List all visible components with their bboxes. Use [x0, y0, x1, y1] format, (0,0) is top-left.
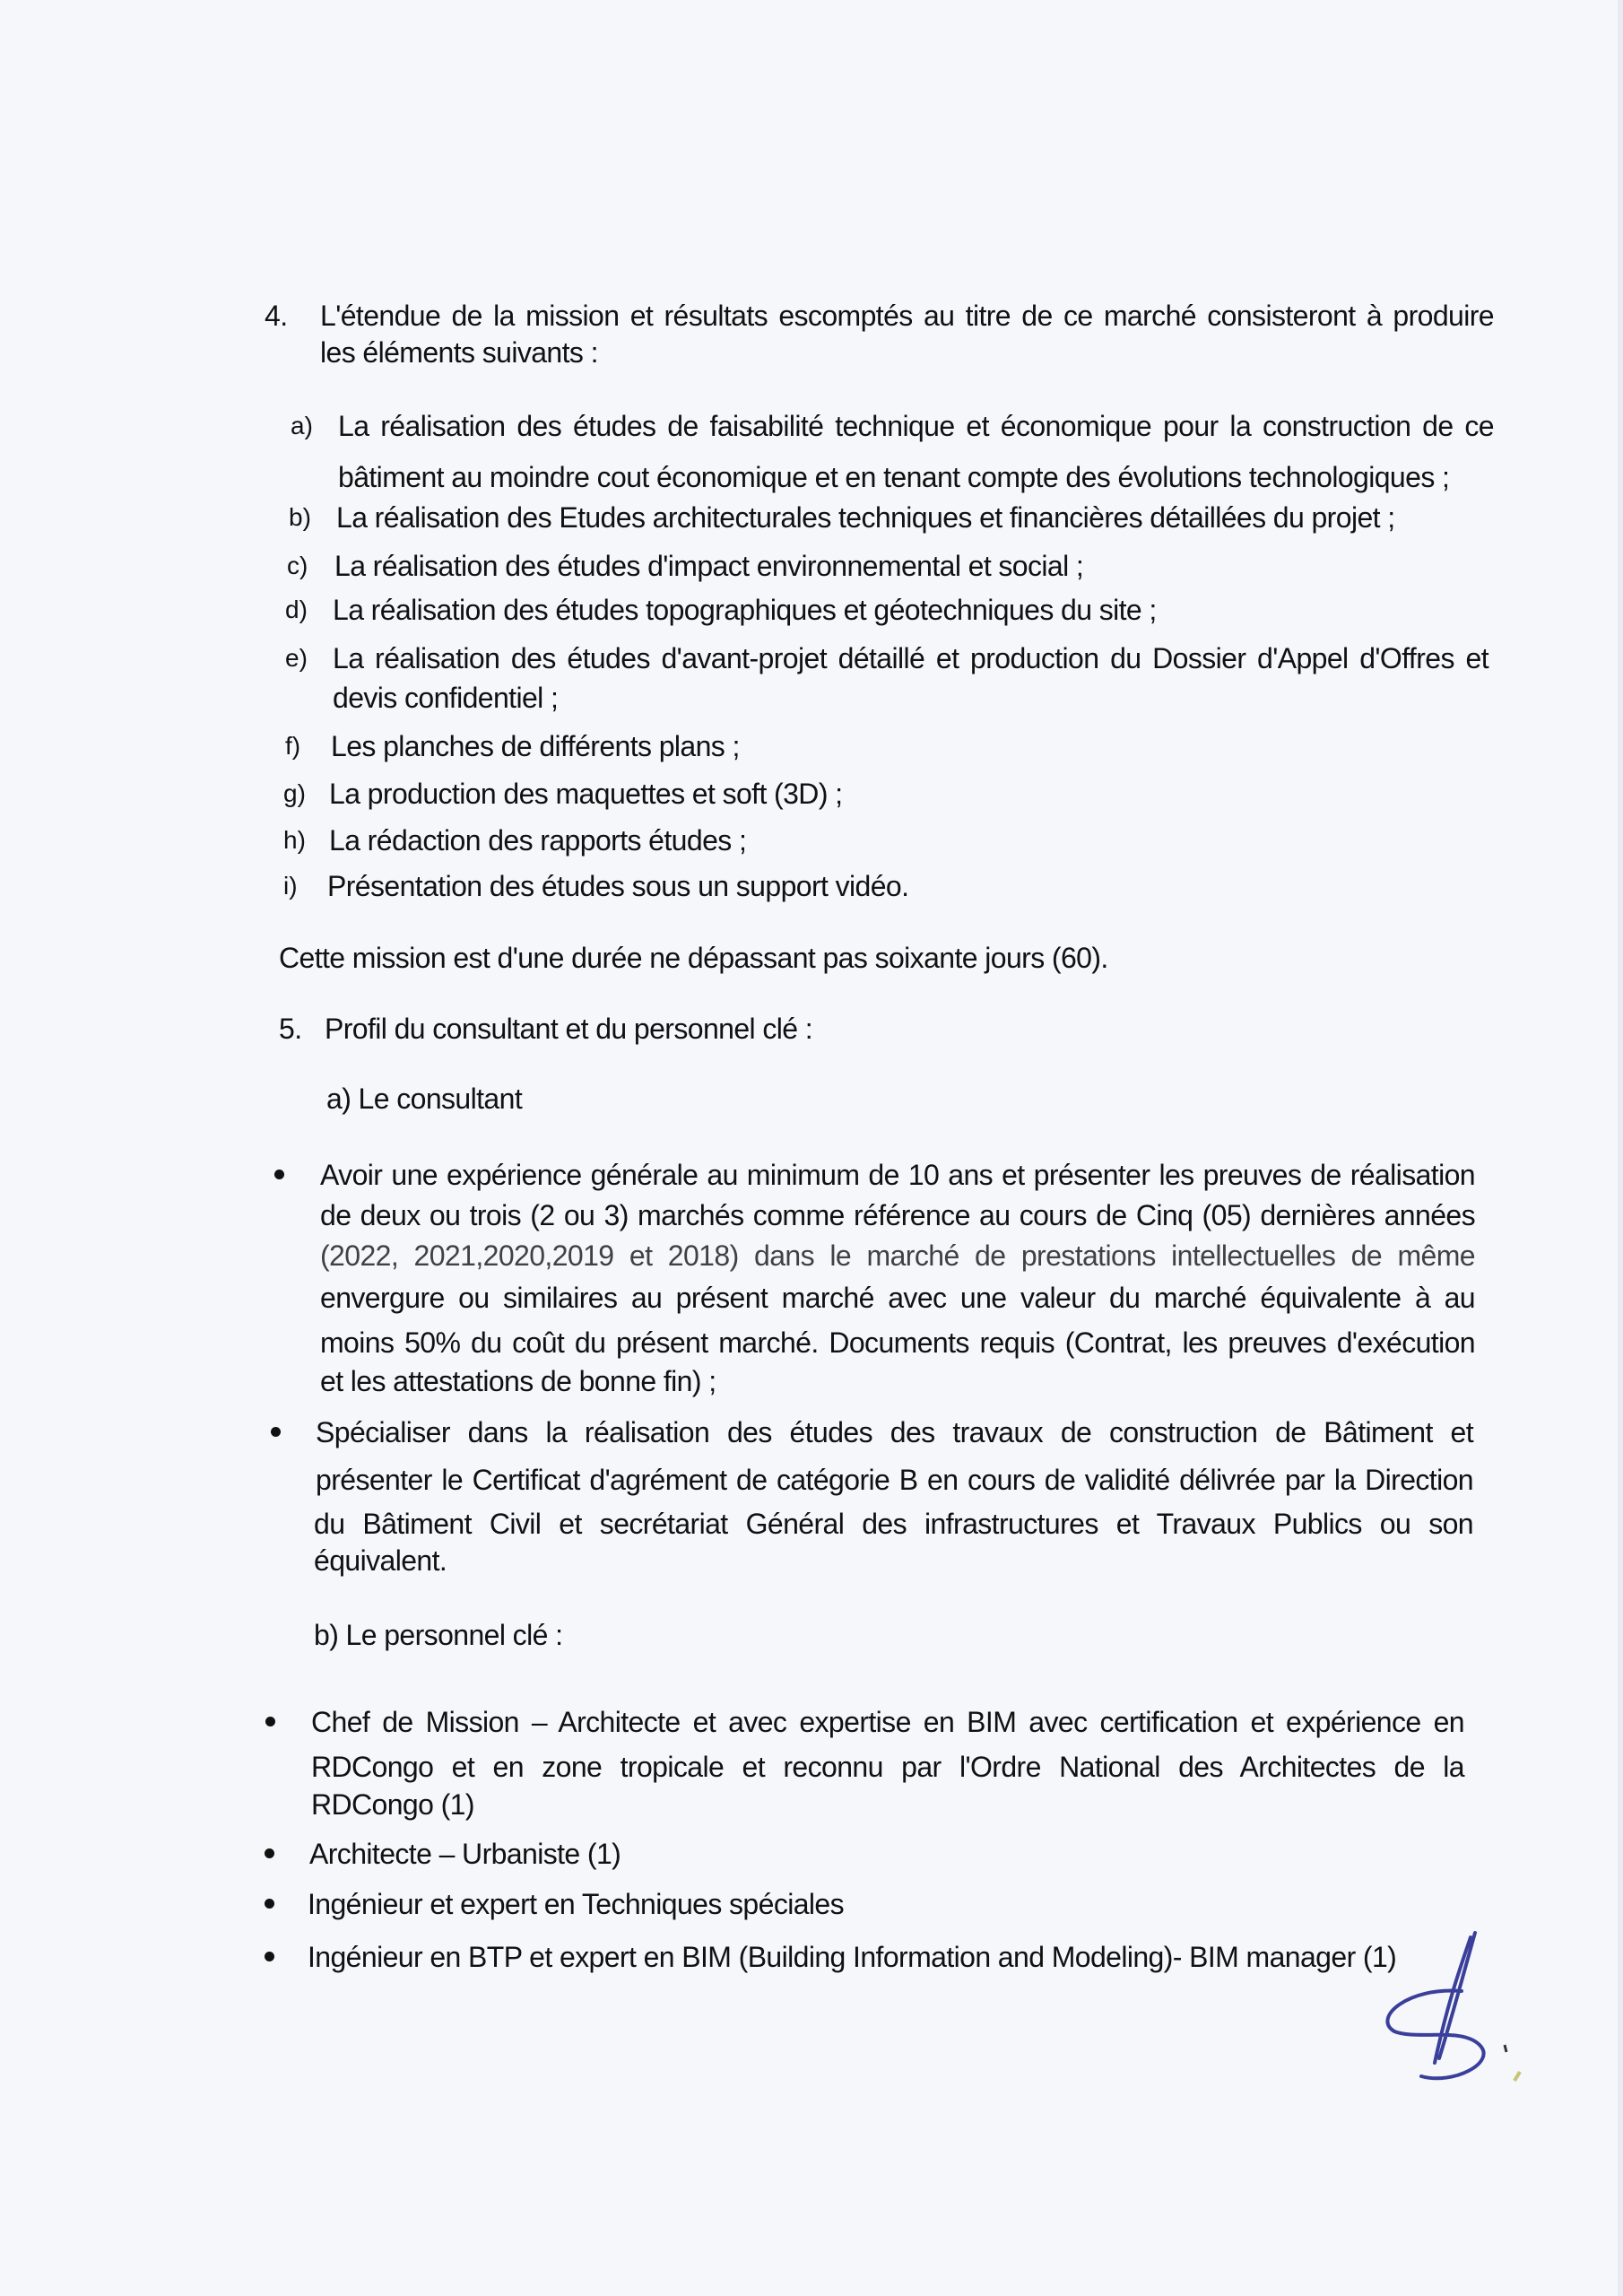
item-h: La rédaction des rapports études ; — [329, 824, 747, 857]
bullet — [265, 1848, 274, 1858]
personnel-bullet-1: Chef de Mission – Architecte et avec expertise en BIM avec certification et expérience en — [311, 1706, 1464, 1738]
item-a: La réalisation des études de faisabilité technique et économique pour la construction de ce — [338, 410, 1494, 442]
item-i: Présentation des études sous un support vidéo. — [327, 870, 909, 902]
item-label: i) — [283, 872, 298, 900]
section-4-intro: les éléments suivants : — [320, 336, 598, 369]
consultant-bullet-1: de deux ou trois (2 ou 3) marchés comme référence au cours de Cinq (05) dernières années — [320, 1199, 1475, 1231]
item-label: d) — [285, 596, 308, 623]
item-b: La réalisation des Etudes architecturales techniques et financières détaillées du projet ; — [336, 501, 1395, 534]
signature — [1354, 1928, 1533, 2099]
item-e: devis confidentiel ; — [333, 682, 559, 714]
personnel-heading: b) Le personnel clé : — [314, 1619, 563, 1651]
consultant-bullet-1: (2022, 2021,2020,2019 et 2018) dans le marché de prestations intellectuelles de même — [320, 1239, 1475, 1272]
bullet — [271, 1427, 281, 1437]
item-g: La production des maquettes et soft (3D) ; — [329, 778, 843, 810]
mission-duration: Cette mission est d'une durée ne dépassant pas soixante jours (60). — [279, 942, 1108, 974]
bullet — [265, 1899, 274, 1909]
consultant-bullet-2: présenter le Certificat d'agrément de catégorie B en cours de validité délivrée par la Direction — [316, 1464, 1473, 1496]
personnel-bullet-3: Ingénieur et expert en Techniques spéciales — [308, 1888, 845, 1920]
item-label: f) — [285, 732, 301, 760]
personnel-bullet-2: Architecte – Urbaniste (1) — [309, 1838, 621, 1870]
personnel-bullet-1: RDCongo (1) — [311, 1788, 474, 1821]
consultant-bullet-2: Spécialiser dans la réalisation des études des travaux de construction de Bâtiment et — [316, 1416, 1473, 1448]
item-label: a) — [291, 412, 313, 439]
consultant-bullet-1: moins 50% du coût du présent marché. Documents requis (Contrat, les preuves d'exécution — [320, 1326, 1475, 1359]
item-label: b) — [289, 503, 311, 531]
consultant-bullet-1: envergure ou similaires au présent marché avec une valeur du marché équivalente à au — [320, 1282, 1475, 1314]
consultant-bullet-1: et les attestations de bonne fin) ; — [320, 1365, 716, 1397]
consultant-bullet-2: équivalent. — [314, 1544, 447, 1577]
consultant-bullet-2: du Bâtiment Civil et secrétariat Général des infrastructures et Travaux Publics ou son — [314, 1508, 1473, 1540]
item-c: La réalisation des études d'impact environnemental et social ; — [334, 550, 1084, 582]
item-label: e) — [285, 644, 308, 672]
scan-edge — [1618, 0, 1623, 2296]
item-a: bâtiment au moindre cout économique et en tenant compte des évolutions technologiques ; — [338, 461, 1450, 493]
personnel-bullet-1: RDCongo et en zone tropicale et reconnu par l'Ordre National des Architectes de la — [311, 1751, 1464, 1783]
section-4-number: 4. — [265, 300, 288, 332]
item-d: La réalisation des études topographiques et géotechniques du site ; — [333, 594, 1157, 626]
section-5-number: 5. — [279, 1013, 302, 1045]
item-e: La réalisation des études d'avant-projet détaillé et production du Dossier d'Appel d'Offres et — [333, 642, 1488, 674]
consultant-bullet-1: Avoir une expérience générale au minimum de 10 ans et présenter les preuves de réalisation — [320, 1159, 1475, 1191]
bullet — [265, 1717, 275, 1726]
item-label: c) — [287, 552, 308, 579]
section-5-title: Profil du consultant et du personnel clé : — [325, 1013, 813, 1045]
item-f: Les planches de différents plans ; — [331, 730, 740, 762]
personnel-bullet-4: Ingénieur en BTP et expert en BIM (Building Information and Modeling)- BIM manager (1) — [308, 1941, 1397, 1973]
item-label: g) — [283, 779, 306, 807]
bullet — [265, 1952, 274, 1961]
item-label: h) — [283, 826, 306, 854]
consultant-heading: a) Le consultant — [326, 1083, 523, 1115]
section-4-intro: L'étendue de la mission et résultats escomptés au titre de ce marché consisteront à produire — [320, 300, 1494, 332]
bullet — [274, 1170, 284, 1179]
